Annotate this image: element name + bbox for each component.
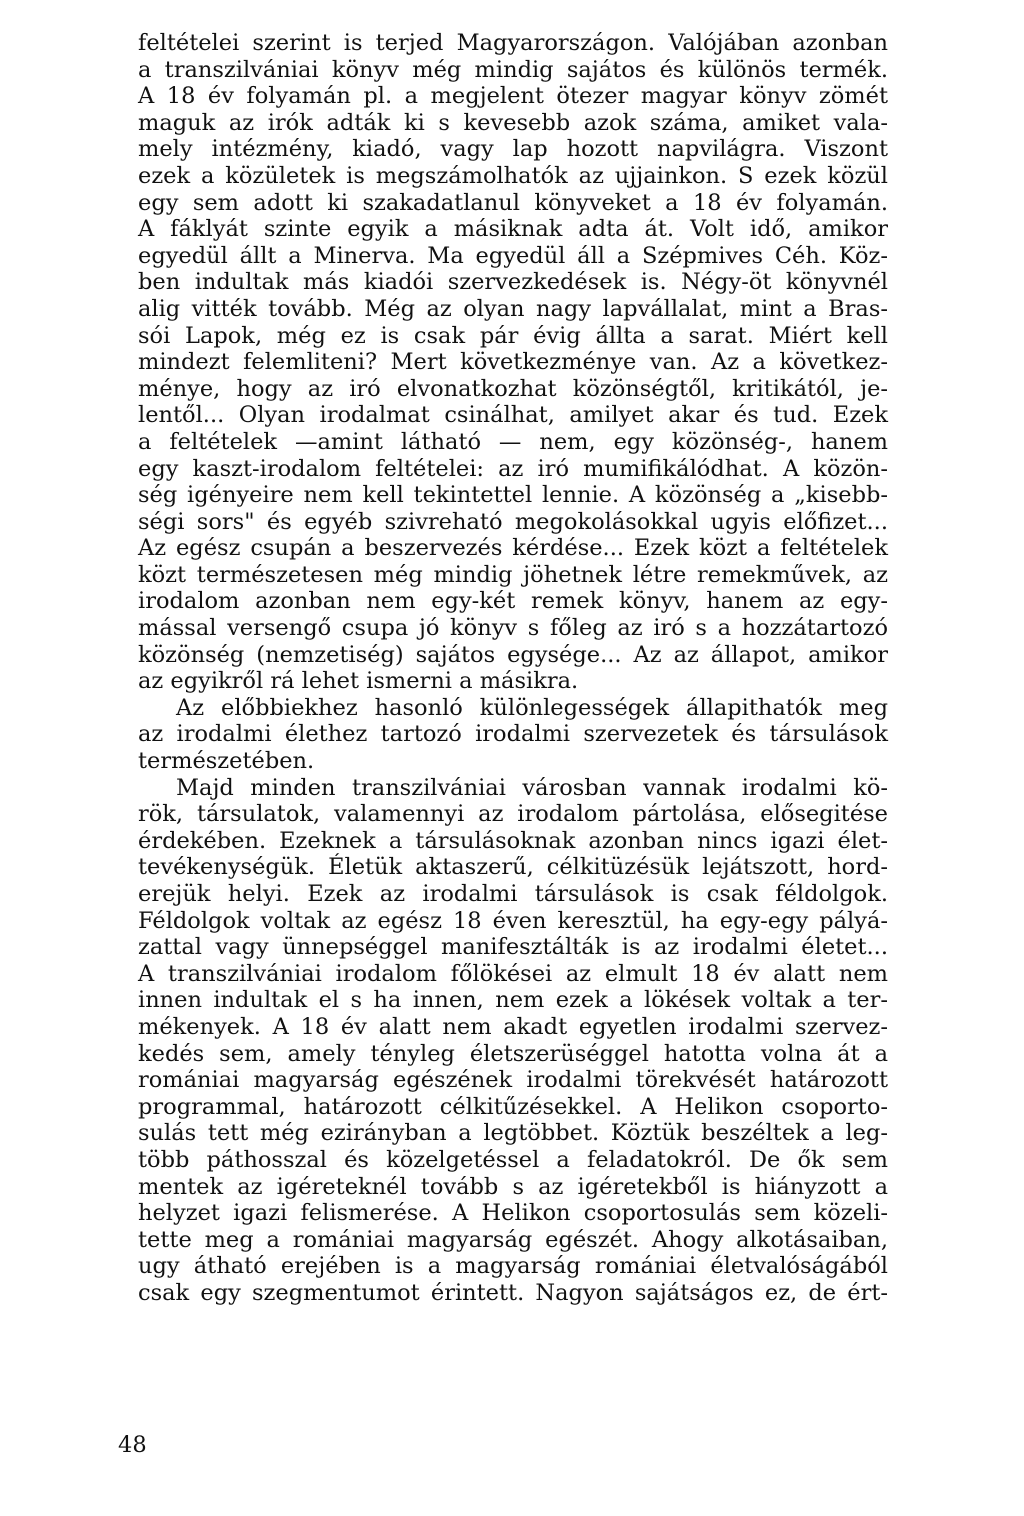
text-line: közt természetesen még mindig jöhetnek létre remekművek, az — [138, 561, 888, 588]
text-line: programmal, határozott célkitűzésekkel. A Helikon csoporto- — [138, 1093, 888, 1120]
paragraph — [138, 775, 888, 1307]
text-line: az irodalmi élethez tartozó irodalmi szervezetek és társulások — [138, 721, 888, 748]
text-line: ség igényeire nem kell tekintettel lennie. A közönség a „kisebb- — [138, 482, 888, 509]
text-line: az egyikről rá lehet ismerni a másikra. — [138, 668, 579, 695]
text-line: Majd minden transzilvániai városban vannak irodalmi kö- — [176, 774, 888, 801]
paragraph — [138, 30, 888, 695]
text-line: több páthosszal és közelgetéssel a feladatokról. De ők sem — [138, 1146, 888, 1173]
text-line: romániai magyarság egészének irodalmi törekvését határozott — [138, 1067, 888, 1094]
text-line: mely intézmény, kiadó, vagy lap hozott napvilágra. Viszont — [138, 136, 888, 163]
text-line: ségi sors" és egyéb szivreható megokolásokkal ugyis előfizet... — [138, 508, 888, 535]
text-line: tette meg a romániai magyarság egészét. Ahogy alkotásaiban, — [138, 1226, 888, 1253]
text-line: mással versengő csupa jó könyv s főleg az iró s a hozzátartozó — [138, 615, 888, 642]
text-line: érdekében. Ezeknek a társulásoknak azonban nincs igazi élet- — [138, 827, 888, 854]
text-line: innen indultak el s ha innen, nem ezek a lökések voltak a ter- — [138, 987, 888, 1014]
text-line: A 18 év folyamán pl. a megjelent ötezer magyar könyv zömét — [138, 83, 888, 110]
text-line: rök, társulatok, valamennyi az irodalom pártolása, elősegitése — [138, 801, 888, 828]
text-line: alig vitték tovább. Még az olyan nagy lapvállalat, mint a Bras- — [138, 295, 888, 322]
text-line: ménye, hogy az iró elvonatkozhat közönségtől, kritikától, je- — [138, 375, 888, 402]
text-line: ben indultak más kiadói szervezkedések is. Négy-öt könyvnél — [138, 269, 888, 296]
text-line: irodalom azonban nem egy-két remek könyv, hanem az egy- — [138, 588, 888, 615]
text-line: mindezt felemliteni? Mert következménye van. Az a következ- — [138, 349, 888, 376]
text-line: Féldolgok voltak az egész 18 éven keresztül, ha egy-egy pályá- — [138, 907, 888, 934]
text-line: ugy átható erejében is a magyarság romániai életvalóságából — [138, 1253, 888, 1280]
text-line: A fáklyát szinte egyik a másiknak adta át. Volt idő, amikor — [138, 216, 888, 243]
text-line: sulás tett még ezirányban a legtöbbet. Köztük beszéltek a leg- — [138, 1120, 888, 1147]
page-body-text — [138, 30, 888, 1307]
text-line: helyzet igazi felismerése. A Helikon csoportosulás sem közeli- — [138, 1200, 888, 1227]
text-line: a feltételek —amint látható — nem, egy közönség-, hanem — [138, 428, 888, 455]
text-line: kedés sem, amely tényleg életszerüséggel hatotta volna át a — [138, 1040, 888, 1067]
text-line: mékenyek. A 18 év alatt nem akadt egyetlen irodalmi szervez- — [138, 1013, 888, 1040]
text-line: sói Lapok, még ez is csak pár évig állta a sarat. Miért kell — [138, 322, 888, 349]
text-line: zattal vagy ünnepséggel manifesztálták is az irodalmi életet... — [138, 934, 888, 961]
text-line: mentek az igéreteknél tovább s az igéretekből is hiányzott a — [138, 1173, 888, 1200]
text-line: lentől... Olyan irodalmat csinálhat, amilyet akar és tud. Ezek — [138, 402, 888, 429]
text-line: Az előbbiekhez hasonló különlegességek állapithatók meg — [176, 694, 888, 721]
text-line: egy kaszt-irodalom feltételei: az iró mumifikálódhat. A közön- — [138, 455, 888, 482]
text-line: egyedül állt a Minerva. Ma egyedül áll a Szépmives Céh. Köz- — [138, 242, 888, 269]
text-line: egy sem adott ki szakadatlanul könyveket a 18 év folyamán. — [138, 189, 888, 216]
text-line: erejük helyi. Ezek az irodalmi társulások is csak féldolgok. — [138, 881, 888, 907]
text-line: csak egy szegmentumot érintett. Nagyon sajátságos ez, de ért- — [138, 1279, 888, 1306]
text-line: A transzilvániai irodalom főlökései az elmult 18 év alatt nem — [138, 960, 888, 987]
text-line: Az egész csupán a beszervezés kérdése... Ezek közt a feltételek — [138, 535, 888, 562]
text-line: feltételei szerint is terjed Magyarországon. Valójában azonban — [138, 30, 888, 56]
text-line: a transzilvániai könyv még mindig sajátos és különös termék. — [138, 56, 888, 83]
page-number: 48 — [118, 1432, 147, 1458]
text-line: természetében. — [138, 748, 315, 775]
text-line: tevékenységük. Életük aktaszerű, célkitüzésük lejátszott, hord- — [138, 854, 888, 881]
text-line: ezek a közületek is megszámolhatók az ujjainkon. S ezek közül — [138, 162, 888, 189]
text-line: közönség (nemzetiség) sajátos egysége... Az az állapot, amikor — [138, 641, 888, 668]
paragraph — [138, 695, 888, 775]
text-line: maguk az irók adták ki s kevesebb azok száma, amiket vala- — [138, 109, 888, 136]
